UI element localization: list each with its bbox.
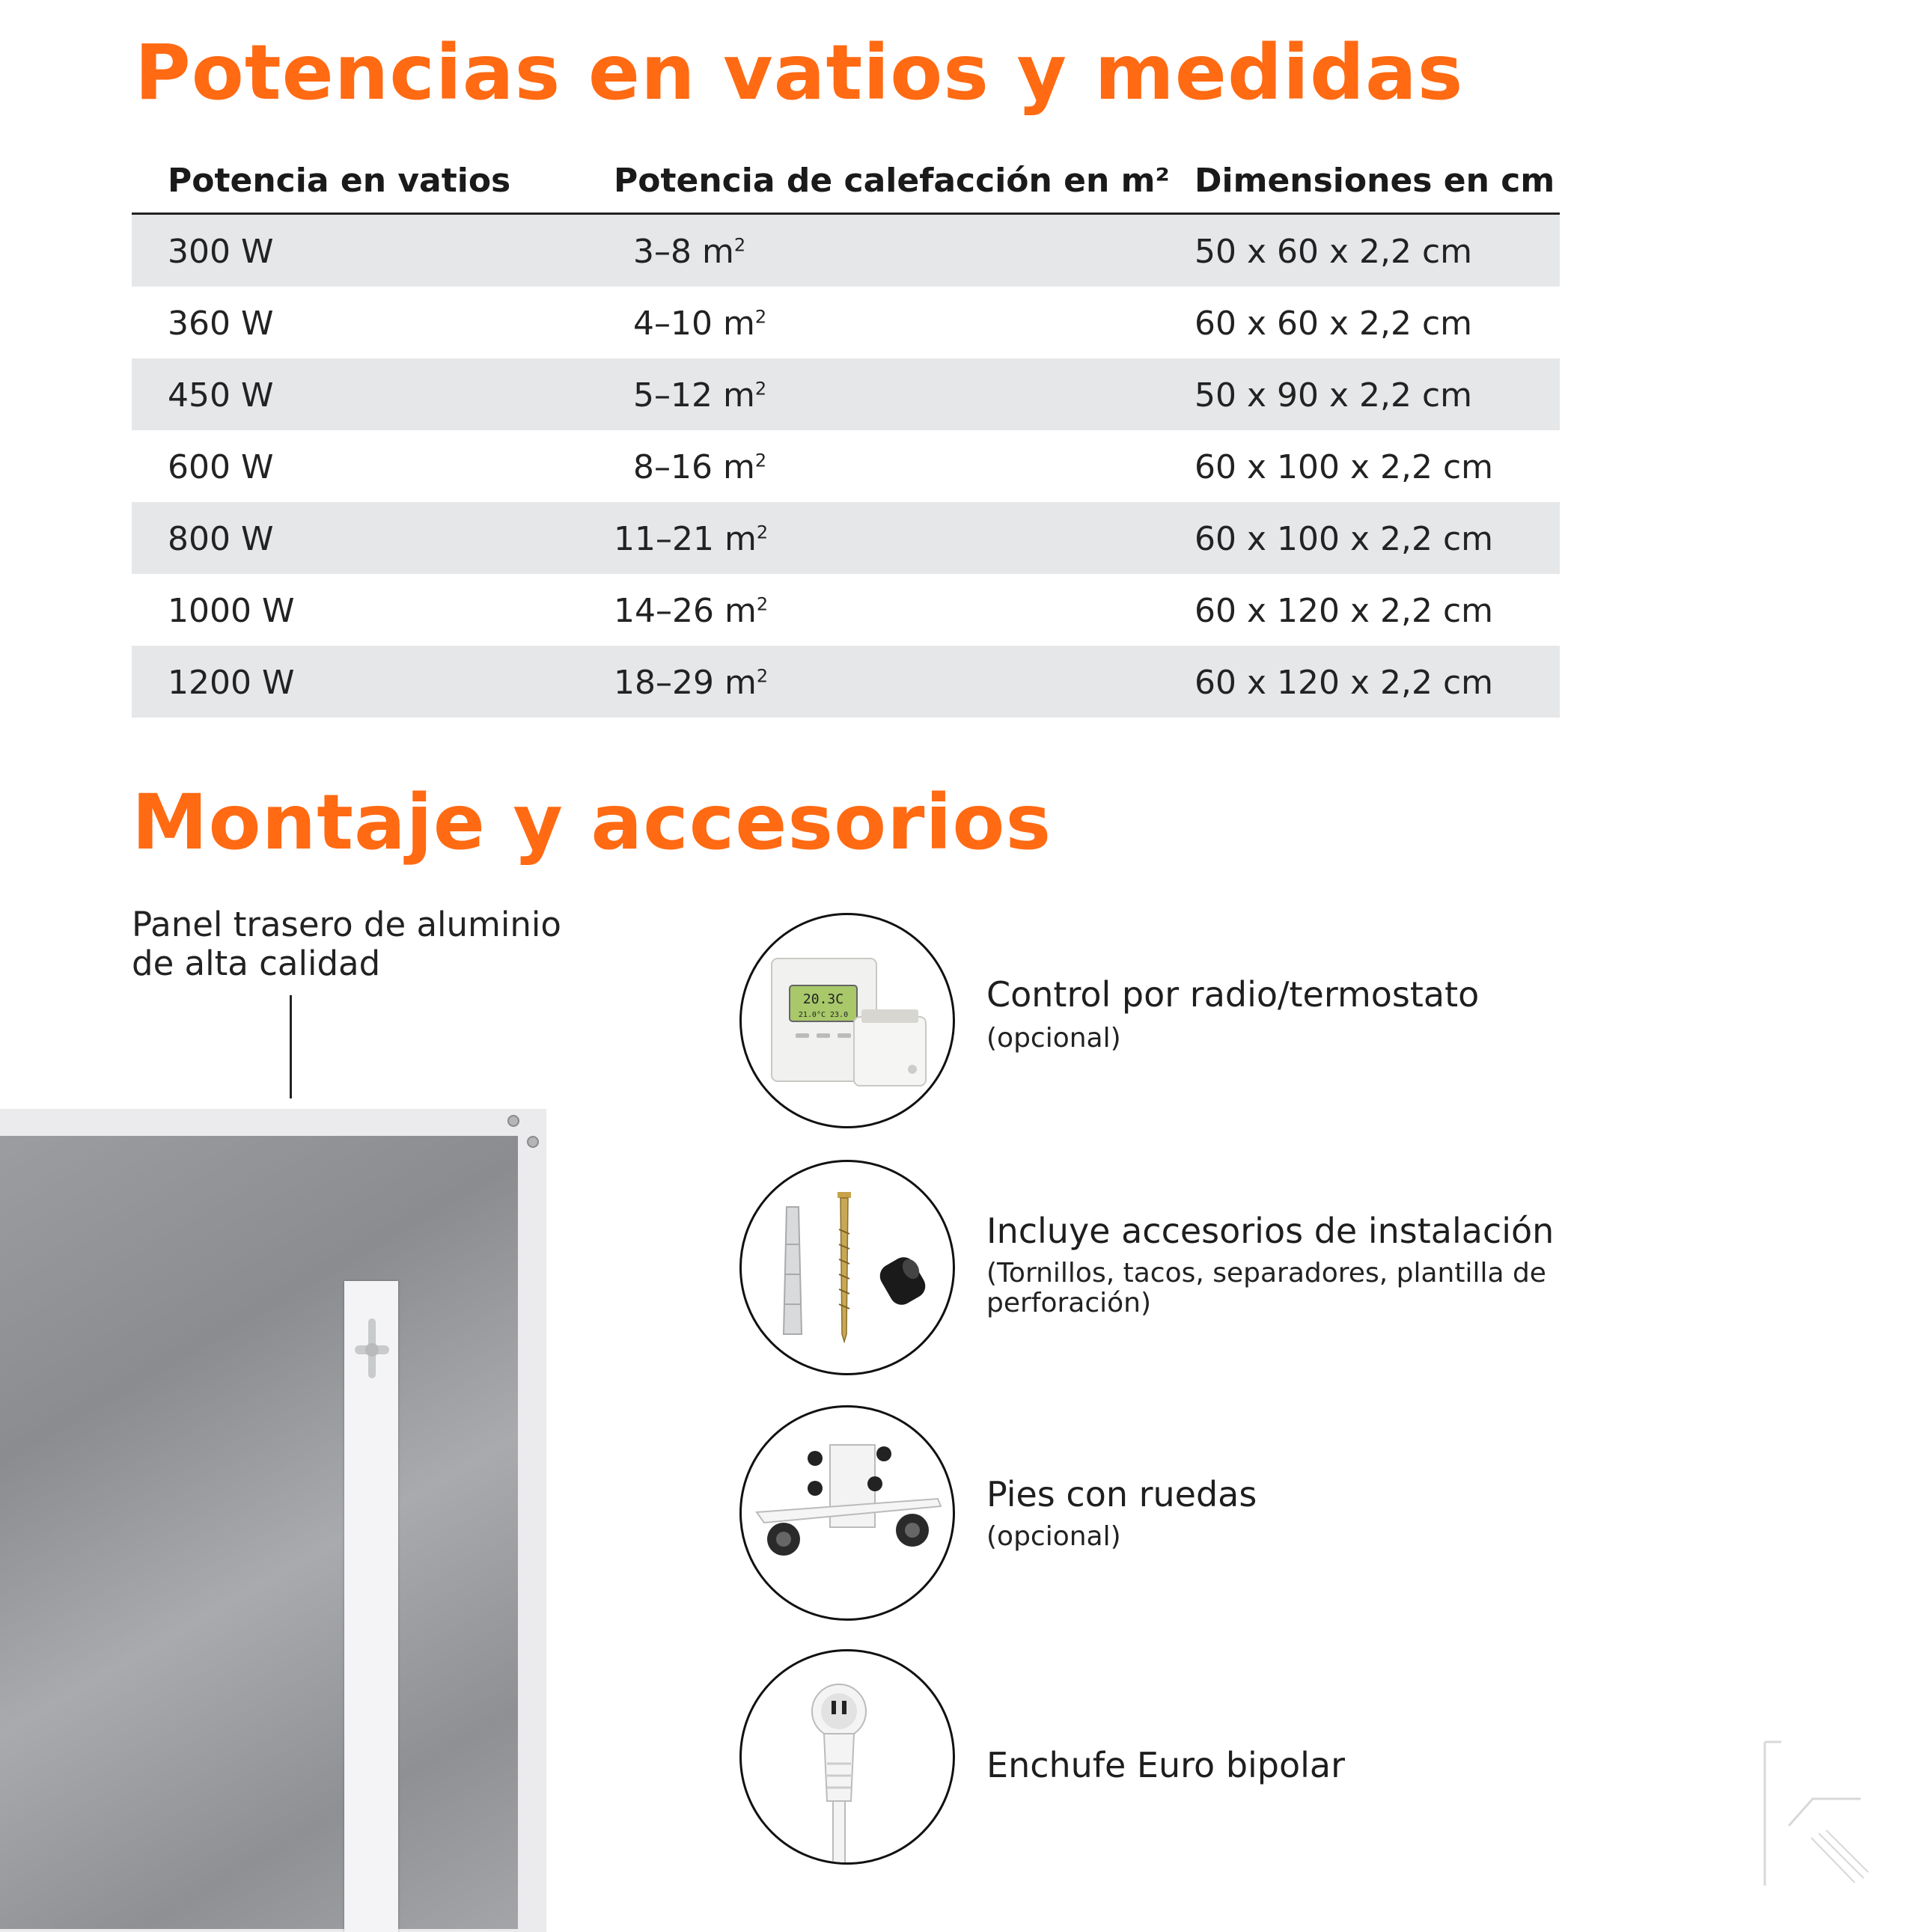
accessory-subtitle: (Tornillos, tacos, separadores, plantilla de perforación) — [986, 1258, 1546, 1318]
aluminium-panel-image — [0, 1136, 518, 1929]
cell-area: 3–8 $m^2$ — [633, 233, 746, 271]
accessory-subtitle: (opcional) — [986, 1023, 1121, 1054]
screw-icon — [527, 1136, 539, 1148]
cell-watts: 800 W — [168, 520, 274, 558]
thermostat-image — [739, 913, 955, 1128]
keyhole-slot-icon — [355, 1318, 389, 1378]
power-table — [132, 150, 1560, 718]
cell-watts: 360 W — [168, 305, 274, 343]
table-row — [132, 287, 1560, 358]
cell-watts: 300 W — [168, 233, 274, 271]
cell-dimensions: 60 x 100 x 2,2 cm — [1195, 448, 1494, 486]
thermostat-icon — [742, 915, 953, 1126]
thermostat-display-main: 20.3C — [802, 991, 844, 1007]
header-watts: Potencia en vatios — [168, 162, 511, 200]
table-row — [132, 215, 1560, 287]
screws-icon — [742, 1162, 953, 1373]
accessory-title: Pies con ruedas — [986, 1474, 1257, 1514]
cell-area: 8–16 $m^2$ — [633, 448, 767, 486]
table-row — [132, 646, 1560, 718]
cell-area: 4–10 $m^2$ — [633, 305, 767, 343]
table-row — [132, 358, 1560, 430]
cell-watts: 1000 W — [168, 592, 295, 630]
panel-label — [132, 905, 561, 983]
cell-dimensions: 50 x 60 x 2,2 cm — [1195, 233, 1473, 271]
accessory-title: Incluye accesorios de instalación — [986, 1211, 1555, 1251]
accessory-title: Enchufe Euro bipolar — [986, 1745, 1346, 1785]
accessory-title: Control por radio/termostato — [986, 974, 1480, 1015]
panel-label-line2: de alta calidad — [132, 944, 381, 983]
cell-dimensions: 60 x 60 x 2,2 cm — [1195, 305, 1473, 343]
installation-kit-image — [739, 1160, 955, 1375]
cell-area: 18–29 $m^2$ — [614, 664, 769, 702]
cell-watts: 450 W — [168, 376, 274, 415]
cell-watts: 1200 W — [168, 664, 295, 702]
cell-dimensions: 60 x 100 x 2,2 cm — [1195, 520, 1494, 558]
mounting-rail — [344, 1281, 398, 1932]
cell-dimensions: 60 x 120 x 2,2 cm — [1195, 664, 1494, 702]
panel-label-line1: Panel trasero de aluminio — [132, 905, 561, 944]
header-dimensions: Dimensiones en cm — [1195, 162, 1555, 200]
cell-area: 14–26 $m^2$ — [614, 592, 769, 630]
section-title-mounting: Montaje y accesorios — [132, 778, 1052, 867]
euro-plug-image — [739, 1649, 955, 1865]
cell-area: 5–12 $m^2$ — [633, 376, 767, 415]
label-pointer-line — [290, 995, 292, 1098]
screw-icon — [507, 1115, 519, 1127]
cell-watts: 600 W — [168, 448, 274, 486]
brand-logo-icon — [1759, 1736, 1871, 1886]
euro-plug-icon — [742, 1651, 953, 1862]
table-row — [132, 502, 1560, 574]
cell-dimensions: 50 x 90 x 2,2 cm — [1195, 376, 1473, 415]
thermostat-display-sub: 21.0°C 23.0 — [798, 1011, 849, 1019]
table-row — [132, 430, 1560, 502]
header-area: Potencia de calefacción en m² — [614, 162, 1170, 200]
table-header — [132, 150, 1560, 215]
accessory-subtitle: (opcional) — [986, 1521, 1121, 1552]
table-row — [132, 574, 1560, 646]
wheeled-feet-image — [739, 1405, 955, 1621]
section-title-power: Potencias en vatios y medidas — [135, 28, 1464, 117]
wheeled-feet-icon — [742, 1407, 953, 1618]
cell-area: 11–21 $m^2$ — [614, 520, 769, 558]
cell-dimensions: 60 x 120 x 2,2 cm — [1195, 592, 1494, 630]
